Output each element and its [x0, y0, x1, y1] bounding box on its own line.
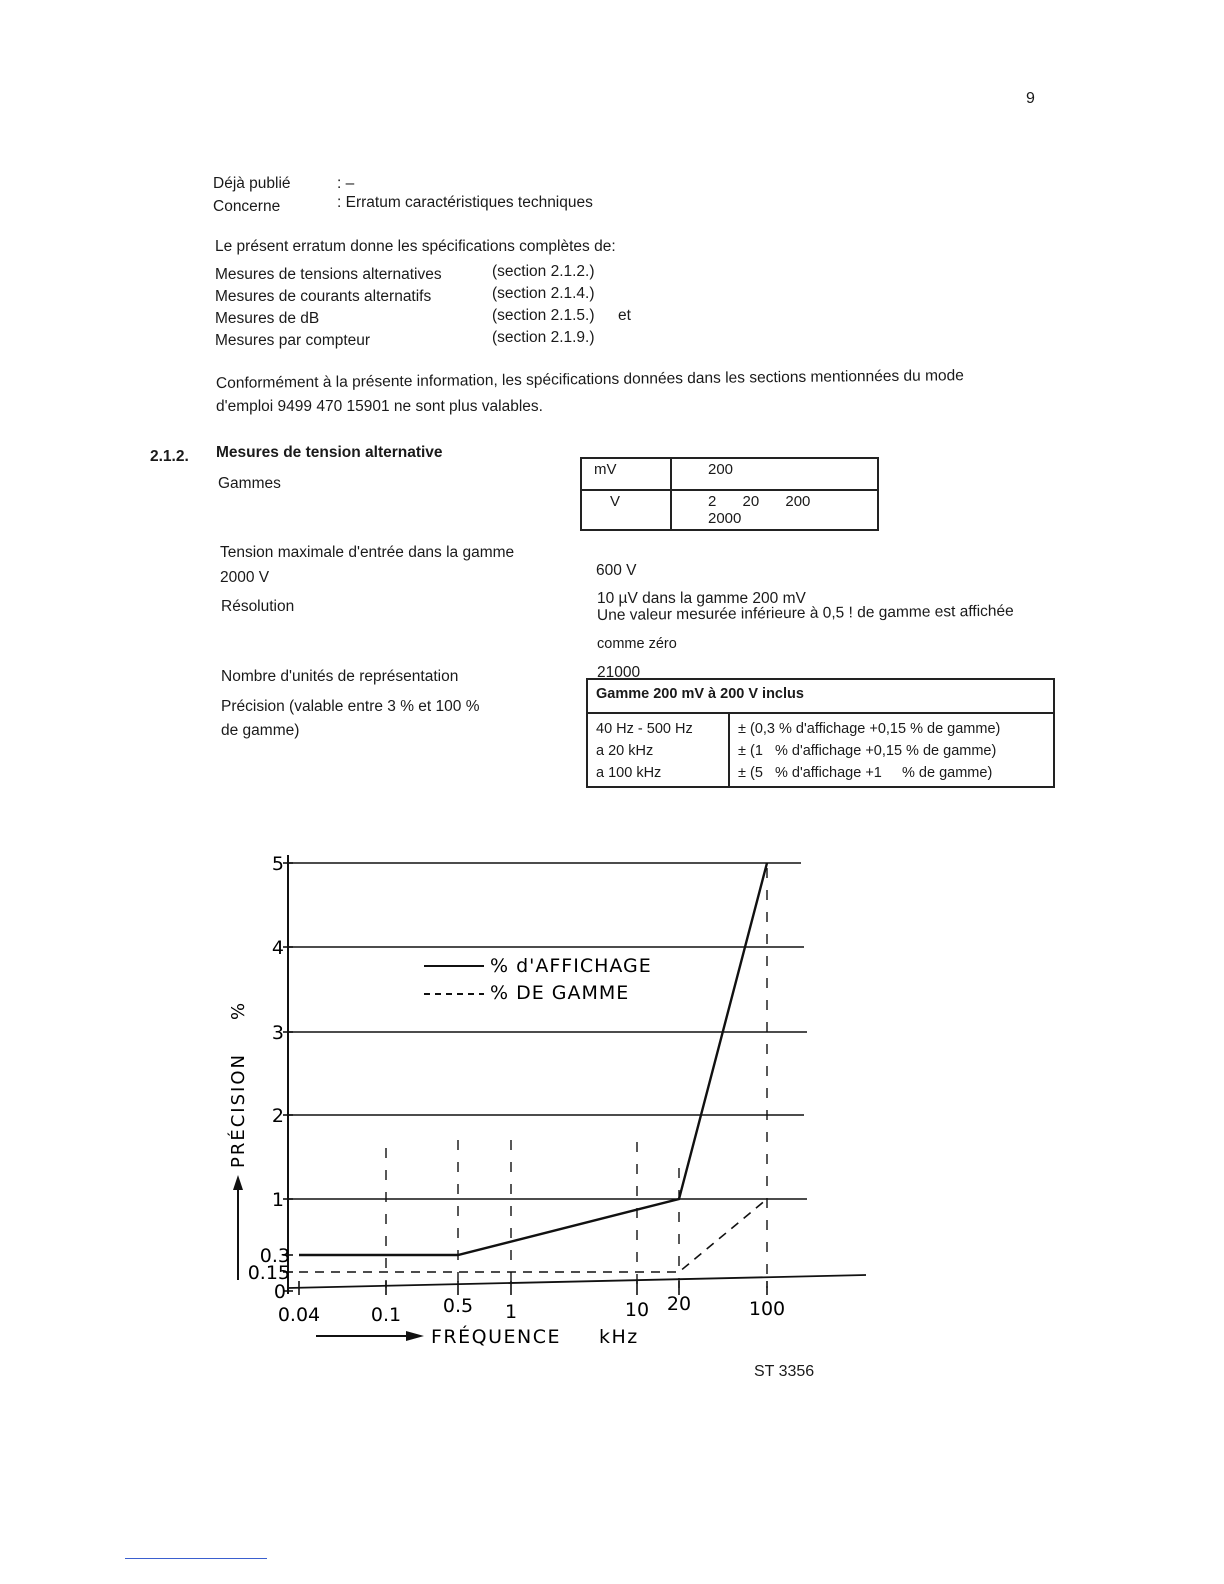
- resolution-value-3: comme zéro: [597, 636, 677, 652]
- value: 20: [742, 493, 760, 510]
- precision-label-1: Précision (valable entre 3 % et 100 %: [221, 698, 480, 715]
- resolution-value-1: 10 µV dans la gamme 200 mV: [597, 590, 806, 607]
- x-tick-label: 20: [666, 1293, 692, 1315]
- page-number: 9: [1026, 90, 1035, 107]
- section-number: 2.1.2.: [150, 448, 189, 465]
- list-item-label: Mesures de tensions alternatives: [215, 266, 442, 283]
- list-item-ref: (section 2.1.9.): [492, 329, 595, 346]
- list-item-ref: (section 2.1.5.): [492, 307, 595, 324]
- resolution-value-2: Une valeur mesurée inférieure à 0,5 ! de gamme est affichée: [596, 602, 1014, 624]
- freq-item: a 100 kHz: [596, 765, 662, 781]
- y-tick-label: 3: [271, 1022, 284, 1044]
- x-tick-label: 10: [624, 1299, 650, 1321]
- y-tick-label: 0.15: [247, 1262, 290, 1284]
- list-item-ref: (section 2.1.4.): [492, 285, 595, 302]
- tension-max-value: 600 V: [596, 562, 637, 579]
- list-item-label: Mesures de courants alternatifs: [215, 288, 432, 305]
- x-tick-label: 100: [748, 1298, 786, 1320]
- tension-max-label-2: 2000 V: [220, 569, 270, 586]
- list-item-label: Mesures de dB: [215, 310, 320, 327]
- freq-item: a 20 kHz: [596, 743, 654, 759]
- spec-item: ± (0,3 % d'affichage +0,15 % de gamme): [738, 721, 1001, 737]
- figure-reference: ST 3356: [754, 1363, 815, 1380]
- value: 2: [708, 493, 717, 510]
- section-title: Mesures de tension alternative: [216, 444, 443, 461]
- freq-item: 40 Hz - 500 Hz: [596, 721, 693, 737]
- y-tick-label: 5: [271, 853, 284, 875]
- deja-publie-label: Déjà publié: [213, 175, 291, 192]
- unites-label: Nombre d'unités de représentation: [221, 668, 459, 685]
- precision-table-header: Gamme 200 mV à 200 V inclus: [587, 679, 1054, 713]
- unites-value: 21000: [597, 664, 641, 681]
- spec-item: ± (5 % d'affichage +1 % de gamme): [738, 765, 993, 781]
- y-tick-label: 1: [271, 1189, 284, 1211]
- tension-max-label-1: Tension maximale d'entrée dans la gamme: [220, 544, 515, 561]
- list-item-suffix: et: [618, 307, 631, 324]
- deja-publie-value: : –: [337, 175, 355, 192]
- divider: [125, 1558, 267, 1559]
- concerne-value: : Erratum caractéristiques techniques: [337, 194, 593, 211]
- resolution-label: Résolution: [221, 598, 295, 615]
- conformement-line-1: Conformément à la présente information, les spécifications données dans les sections mentionnées du mode: [215, 367, 964, 392]
- x-tick-label: 0.5: [442, 1295, 474, 1317]
- unit-cell: V: [581, 490, 671, 530]
- conformement-line-2: d'emploi 9499 470 15901 ne sont plus valables.: [216, 398, 543, 415]
- series-line-affichage: [299, 863, 767, 1255]
- y-tick-label: 0.3: [259, 1245, 290, 1267]
- concerne-label: Concerne: [213, 198, 281, 215]
- gammes-label: Gammes: [218, 475, 281, 492]
- y-axis-arrowhead: [233, 1175, 243, 1190]
- x-tick-label: 1: [504, 1301, 518, 1323]
- legend-entry: % DE GAMME: [490, 982, 630, 1004]
- list-item-ref: (section 2.1.2.): [492, 263, 595, 280]
- x-axis-unit: kHz: [599, 1326, 639, 1348]
- precision-label-2: de gamme): [221, 722, 300, 739]
- x-tick-label: 0.1: [370, 1304, 402, 1326]
- value: 200: [785, 493, 811, 510]
- value: 2000: [708, 510, 742, 527]
- y-tick-label: 4: [271, 937, 284, 959]
- legend-entry: % d'AFFICHAGE: [490, 955, 652, 977]
- y-tick-label: 0: [273, 1281, 286, 1303]
- x-axis: [288, 1275, 866, 1288]
- y-axis-unit: %: [228, 1002, 249, 1020]
- intro-text: Le présent erratum donne les spécifications complètes de:: [215, 238, 616, 255]
- value: 200: [708, 461, 734, 478]
- y-axis-label: PRÉCISION: [228, 1053, 249, 1168]
- list-item-label: Mesures par compteur: [215, 332, 371, 349]
- x-tick-label: 0.04: [277, 1304, 321, 1326]
- spec-item: ± (1 % d'affichage +0,15 % de gamme): [738, 743, 997, 759]
- unit-cell: mV: [581, 458, 671, 490]
- x-axis-label: FRÉQUENCE: [431, 1326, 561, 1348]
- x-axis-arrowhead: [406, 1331, 424, 1341]
- y-tick-label: 2: [271, 1105, 284, 1127]
